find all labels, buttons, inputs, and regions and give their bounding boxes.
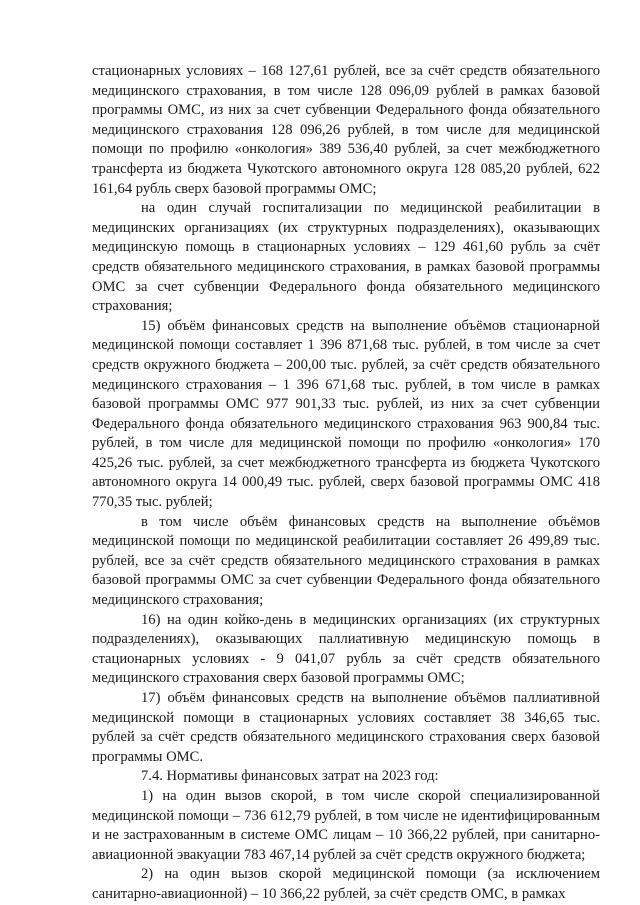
section-heading: 7.4. Нормативы финансовых затрат на 2023 год: xyxy=(141,768,439,785)
paragraph-1: стационарных условиях – 168 127,61 рублей, все за счёт средств обязательного медицинского страхования, в том числе 128 096,09 рублей в рамках базовой программы ОМС, из них за счет субвенции Федерального фонда обязательного медицинского страхования 128 096,26 рублей, в том числе для медицинской помощи по профилю «онкология» 389 536,40 рублей, за счет межбюджетного трансферта из бюджета Чукотского автономного округа 128 085,20 рублей, 622 161,64 рубль сверх базовой программы ОМС; xyxy=(92,63,600,197)
paragraph-2: на один случай госпитализации по медицинской реабилитации в медицинских организациях (их структурных подразделениях), оказывающих медицинскую помощь в стационарных условиях – 129 461,60 рубль за счёт средств обязательного медицинского страхования, в рамках базовой программы ОМС за счет субвенции Федерального фонда обязательного медицинского страхования; xyxy=(92,200,600,315)
paragraph-6: 17) объём финансовых средств на выполнение объёмов паллиативной медицинской помощи в стационарных условиях составляет 38 346,65 тыс. рублей за счёт средств обязательного медицинского страхования сверх базовой программы ОМС. xyxy=(92,690,600,765)
paragraph-7: 1) на один вызов скорой, в том числе скорой специализированной медицинской помощи – 736 612,79 рублей, в том числе не идентифицированным и не застрахованным в системе ОМС лицам – 10 366,22 рублей, при санитарно-авиационной эвакуации 783 467,14 рублей за счёт средств окружного бюджета; xyxy=(92,787,600,863)
paragraph-5: 16) на один койко-день в медицинских организациях (их структурных подразделениях), оказывающих паллиативную медицинскую помощь в стационарных условиях - 9 041,07 рубль за счёт средств обязательного медицинского страхования сверх базовой программы ОМС; xyxy=(92,611,600,687)
paragraph-8: 2) на один вызов скорой медицинской помощи (за исключением санитарно-авиационной) – 10 366,22 рублей, за счёт средств ОМС, в рамках xyxy=(92,866,600,902)
paragraph-4: в том числе объём финансовых средств на выполнение объёмов медицинской помощи по медицинской реабилитации составляет 26 499,89 тыс. рублей, все за счёт средств обязательного медицинского страхования в рамках базовой программы ОМС за счет субвенции Федерального фонда обязательного медицинского страхования; xyxy=(92,513,600,609)
paragraph-3: 15) объём финансовых средств на выполнение объёмов стационарной медицинской помощи составляет 1 396 871,68 тыс. рублей, в том числе за счет средств окружного бюджета – 200,00 тыс. рублей, за счёт средств обязательного медицинского страхования – 1 396 671,68 тыс. рублей, в том числе в рамках базовой программы ОМС 977 901,33 тыс. рублей, из них за счет субвенции Федерального фонда обязательного медицинского страхования 963 900,84 тыс. рублей, в том числе для медицинской помощи по профилю «онкология» 170 425,26 тыс. рублей, за счет межбюджетного трансферта из бюджета Чукотского автономного округа 14 000,49 тыс. рублей, сверх базовой программы ОМС 418 770,35 тыс. рублей; xyxy=(92,317,600,511)
